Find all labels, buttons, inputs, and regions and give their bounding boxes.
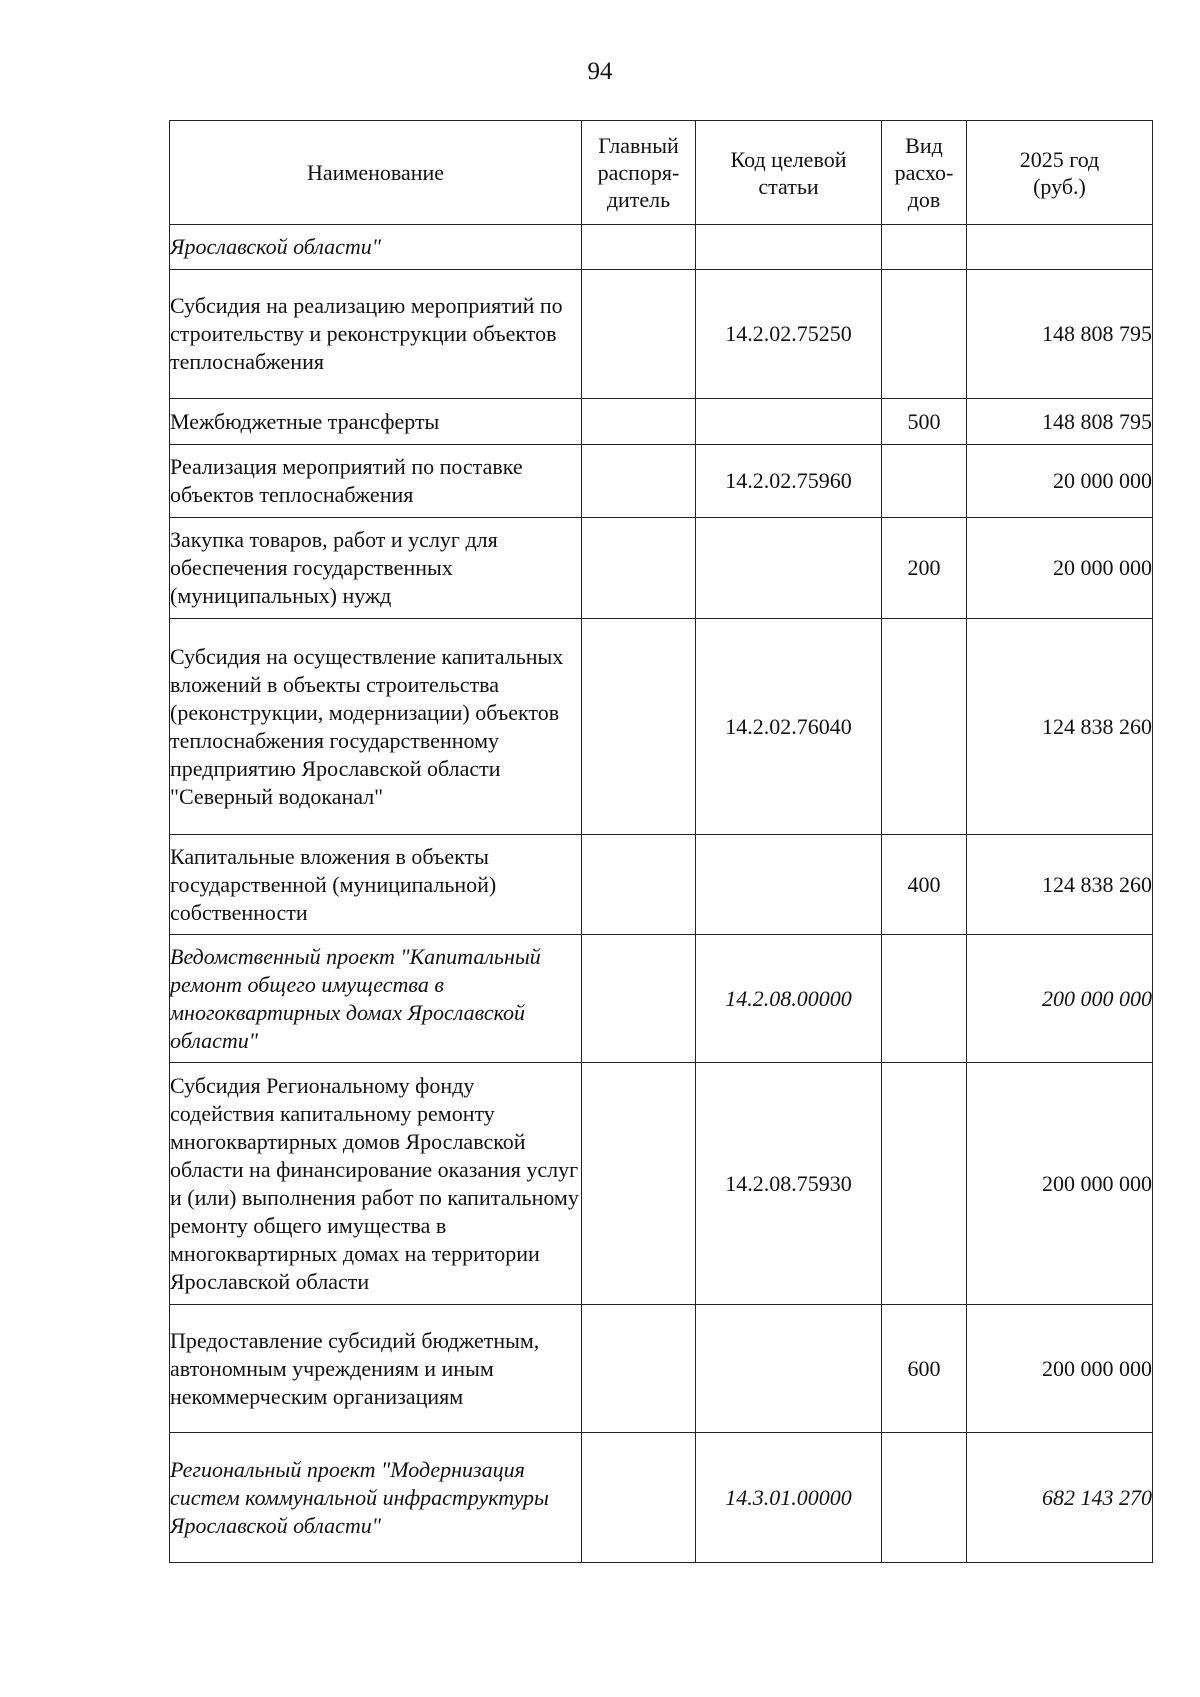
cell-code — [696, 835, 882, 935]
table-row — [170, 1433, 1153, 1563]
cell-name: Субсидия на осуществление капитальных вложений в объекты строительства (реконструкции, модернизации) объектов теплоснабжения государственному предприятию Ярославской области "Северный водоканал" — [170, 619, 582, 835]
table-body — [170, 225, 1153, 1563]
cell-name: Закупка товаров, работ и услуг для обеспечения государственных (муниципальных) нужд — [170, 518, 582, 619]
cell-amount: 682 143 270 — [967, 1433, 1153, 1563]
cell-name: Субсидия Региональному фонду содействия капитальному ремонту многоквартирных домов Ярославской области на финансирование оказания услуг и (или) выполнения работ по капитальному ремонту общего имущества в многоквартирных домах на территории Ярославской области — [170, 1063, 582, 1305]
cell-kind — [882, 445, 967, 518]
header-year-amount — [967, 121, 1153, 225]
cell-code — [696, 225, 882, 270]
cell-manager — [582, 1063, 696, 1305]
cell-manager — [582, 935, 696, 1063]
cell-amount: 124 838 260 — [967, 835, 1153, 935]
cell-manager — [582, 518, 696, 619]
cell-amount: 200 000 000 — [967, 1305, 1153, 1433]
cell-name: Капитальные вложения в объекты государственной (муниципальной) собственности — [170, 835, 582, 935]
cell-kind — [882, 935, 967, 1063]
cell-kind — [882, 1433, 967, 1563]
cell-code — [696, 1305, 882, 1433]
header-expense-kind — [882, 121, 967, 225]
table-header-row — [170, 121, 1153, 225]
cell-amount — [967, 225, 1153, 270]
table-row — [170, 399, 1153, 445]
table-row — [170, 835, 1153, 935]
cell-amount: 200 000 000 — [967, 935, 1153, 1063]
page-number: 94 — [587, 58, 613, 85]
cell-amount: 148 808 795 — [967, 270, 1153, 399]
cell-code: 14.2.08.75930 — [696, 1063, 882, 1305]
cell-code — [696, 518, 882, 619]
header-expense-kind-text: Вид расхо- дов — [894, 133, 954, 212]
cell-code — [696, 399, 882, 445]
cell-code: 14.2.02.76040 — [696, 619, 882, 835]
cell-kind: 600 — [882, 1305, 967, 1433]
cell-code: 14.3.01.00000 — [696, 1433, 882, 1563]
cell-amount: 20 000 000 — [967, 445, 1153, 518]
header-main-manager — [582, 121, 696, 225]
table-row — [170, 619, 1153, 835]
cell-name: Ярославской области" — [170, 225, 582, 270]
header-name-text: Наименование — [306, 160, 445, 185]
cell-code: 14.2.02.75250 — [696, 270, 882, 399]
cell-name: Ведомственный проект "Капитальный ремонт общего имущества в многоквартирных домах Ярославской области" — [170, 935, 582, 1063]
cell-manager — [582, 1433, 696, 1563]
table-row — [170, 1305, 1153, 1433]
cell-kind — [882, 225, 967, 270]
header-name — [170, 121, 582, 225]
cell-amount: 124 838 260 — [967, 619, 1153, 835]
budget-table — [169, 120, 1153, 1563]
table-row — [170, 270, 1153, 399]
cell-kind: 500 — [882, 399, 967, 445]
cell-manager — [582, 619, 696, 835]
header-target-code — [696, 121, 882, 225]
cell-amount: 148 808 795 — [967, 399, 1153, 445]
cell-manager — [582, 1305, 696, 1433]
cell-manager — [582, 225, 696, 270]
cell-amount: 20 000 000 — [967, 518, 1153, 619]
cell-kind: 200 — [882, 518, 967, 619]
table-row — [170, 935, 1153, 1063]
table-row — [170, 1063, 1153, 1305]
header-main-manager-text: Главный распоря- дитель — [597, 133, 680, 212]
cell-name: Региональный проект "Модернизация систем коммунальной инфраструктуры Ярославской области" — [170, 1433, 582, 1563]
table-row — [170, 518, 1153, 619]
header-target-code-text: Код целевой статьи — [730, 146, 847, 199]
cell-kind — [882, 619, 967, 835]
cell-name: Реализация мероприятий по поставке объектов теплоснабжения — [170, 445, 582, 518]
cell-manager — [582, 270, 696, 399]
cell-code: 14.2.08.00000 — [696, 935, 882, 1063]
cell-name: Субсидия на реализацию мероприятий по строительству и реконструкции объектов теплоснабжения — [170, 270, 582, 399]
cell-kind — [882, 1063, 967, 1305]
table-row — [170, 445, 1153, 518]
cell-kind — [882, 270, 967, 399]
cell-manager — [582, 399, 696, 445]
table-row — [170, 225, 1153, 270]
cell-name: Межбюджетные трансферты — [170, 399, 582, 445]
cell-amount: 200 000 000 — [967, 1063, 1153, 1305]
cell-name: Предоставление субсидий бюджетным, автономным учреждениям и иным некоммерческим организациям — [170, 1305, 582, 1433]
cell-code: 14.2.02.75960 — [696, 445, 882, 518]
cell-manager — [582, 835, 696, 935]
cell-kind: 400 — [882, 835, 967, 935]
header-year-amount-text: 2025 год (руб.) — [1019, 146, 1100, 199]
cell-manager — [582, 445, 696, 518]
